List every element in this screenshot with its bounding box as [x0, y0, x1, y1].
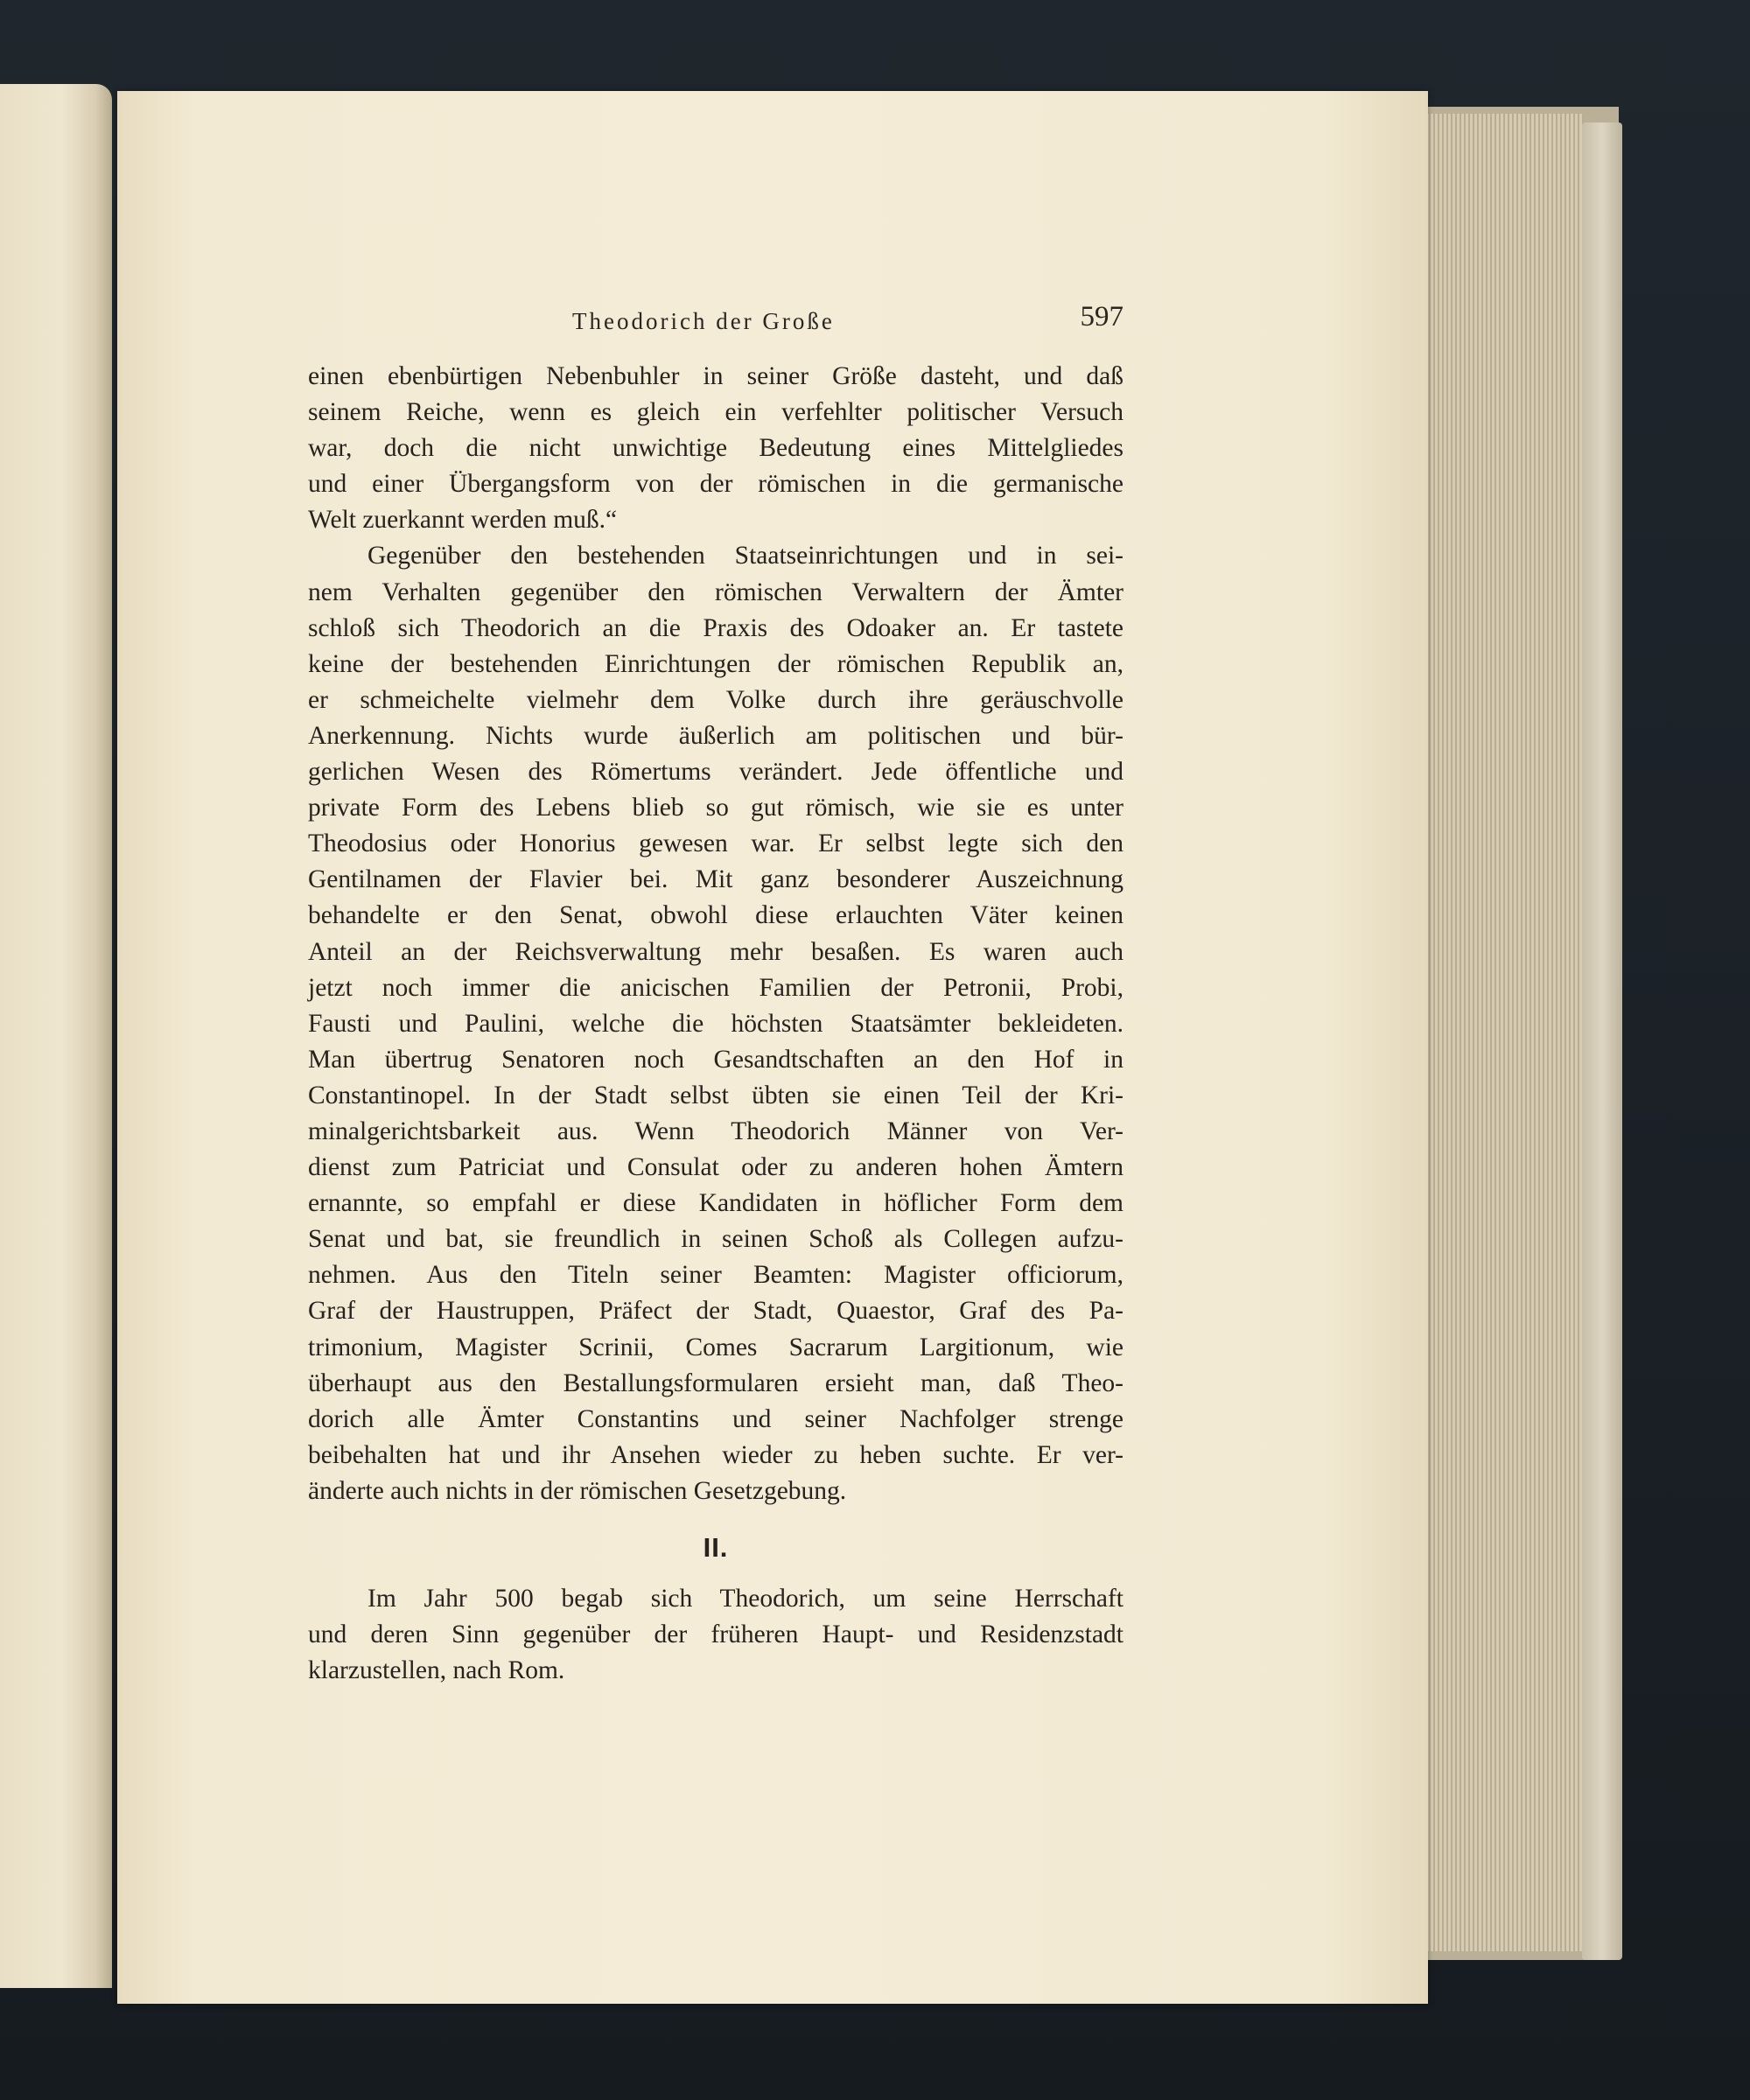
text-line: überhaupt aus den Bestallungsformularen ersieht man, daß Theo-	[308, 1368, 1124, 1397]
book-cover-edge	[1582, 122, 1622, 1960]
text-line: private Form des Lebens blieb so gut römisch, wie sie es unter	[308, 794, 1124, 822]
paragraph-1	[308, 359, 1124, 538]
text-line: behandelte er den Senat, obwohl diese erlauchten Väter keinen	[308, 901, 1124, 930]
text-line: nehmen. Aus den Titeln seiner Beamten: Magister officiorum,	[308, 1261, 1124, 1290]
text-line: einen ebenbürtigen Nebenbuhler in seiner Größe dasteht, und daß	[308, 362, 1124, 390]
paragraph-2	[308, 538, 1124, 1509]
page-edges	[1426, 114, 1584, 1951]
page-number: 597	[1080, 301, 1124, 332]
text-line: und deren Sinn gegenüber der früheren Haupt- und Residenzstadt	[308, 1620, 1124, 1649]
text-line: ernannte, so empfahl er diese Kandidaten in höflicher Form dem	[308, 1189, 1124, 1218]
text-line: schloß sich Theodorich an die Praxis des Odoaker an. Er tastete	[308, 613, 1124, 642]
running-head	[308, 301, 1124, 345]
running-title: Theodorich der Große	[572, 308, 835, 334]
text-line: war, doch die nicht unwichtige Bedeutung eines Mittelgliedes	[308, 434, 1124, 463]
text-line: Senat und bat, sie freundlich in seinen Schoß als Collegen aufzu-	[308, 1225, 1124, 1254]
text-line: änderte auch nichts in der römischen Gesetzgebung.	[308, 1476, 847, 1505]
text-line: Constantinopel. In der Stadt selbst übten sie einen Teil der Kri-	[308, 1081, 1124, 1110]
text-line: jetzt noch immer die anicischen Familien der Petronii, Probi,	[308, 973, 1124, 1002]
text-line: seinem Reiche, wenn es gleich ein verfehlter politischer Versuch	[308, 398, 1124, 427]
text-line: Gegenüber den bestehenden Staatseinrichtungen und in sei-	[368, 542, 1124, 570]
text-line: nem Verhalten gegenüber den römischen Verwaltern der Ämter	[308, 578, 1124, 606]
left-page-edge	[0, 84, 112, 1988]
text-line: trimonium, Magister Scrinii, Comes Sacrarum Largitionum, wie	[308, 1333, 1124, 1362]
text-line: keine der bestehenden Einrichtungen der römischen Republik an,	[308, 649, 1124, 678]
text-line: Anteil an der Reichsverwaltung mehr besaßen. Es waren auch	[308, 937, 1124, 966]
text-line: gerlichen Wesen des Römertums verändert. Jede öffentliche und	[308, 758, 1124, 787]
text-line: dorich alle Ämter Constantins und seiner Nachfolger strenge	[308, 1404, 1124, 1433]
text-line: Im Jahr 500 begab sich Theodorich, um seine Herrschaft	[368, 1585, 1124, 1613]
text-line: Anerkennung. Nichts wurde äußerlich am politischen und bür-	[308, 721, 1124, 750]
paragraph-3	[308, 1581, 1124, 1689]
text-line: Theodosius oder Honorius gewesen war. Er selbst legte sich den	[308, 830, 1124, 858]
text-line: Welt zuerkannt werden muß.“	[308, 506, 618, 535]
text-line: Man übertrug Senatoren noch Gesandtschaften an den Hof in	[308, 1045, 1124, 1074]
body-text	[308, 359, 1124, 1689]
text-line: dienst zum Patriciat und Consulat oder zu anderen hohen Ämtern	[308, 1153, 1124, 1182]
text-line: Gentilnamen der Flavier bei. Mit ganz besonderer Auszeichnung	[308, 865, 1124, 894]
text-line: Graf der Haustruppen, Präfect der Stadt, Quaestor, Graf des Pa-	[308, 1297, 1124, 1326]
text-line: Fausti und Paulini, welche die höchsten Staatsämter bekleideten.	[308, 1009, 1124, 1038]
text-line: minalgerichtsbarkeit aus. Wenn Theodorich Männer von Ver-	[308, 1116, 1124, 1145]
text-line: und einer Übergangsform von der römischen in die germanische	[308, 470, 1124, 499]
section-heading: II.	[703, 1532, 729, 1563]
text-line: er schmeichelte vielmehr dem Volke durch ihre geräuschvolle	[308, 685, 1124, 714]
text-line: klarzustellen, nach Rom.	[308, 1656, 565, 1685]
text-line: beibehalten hat und ihr Ansehen wieder zu heben suchte. Er ver-	[308, 1440, 1124, 1469]
